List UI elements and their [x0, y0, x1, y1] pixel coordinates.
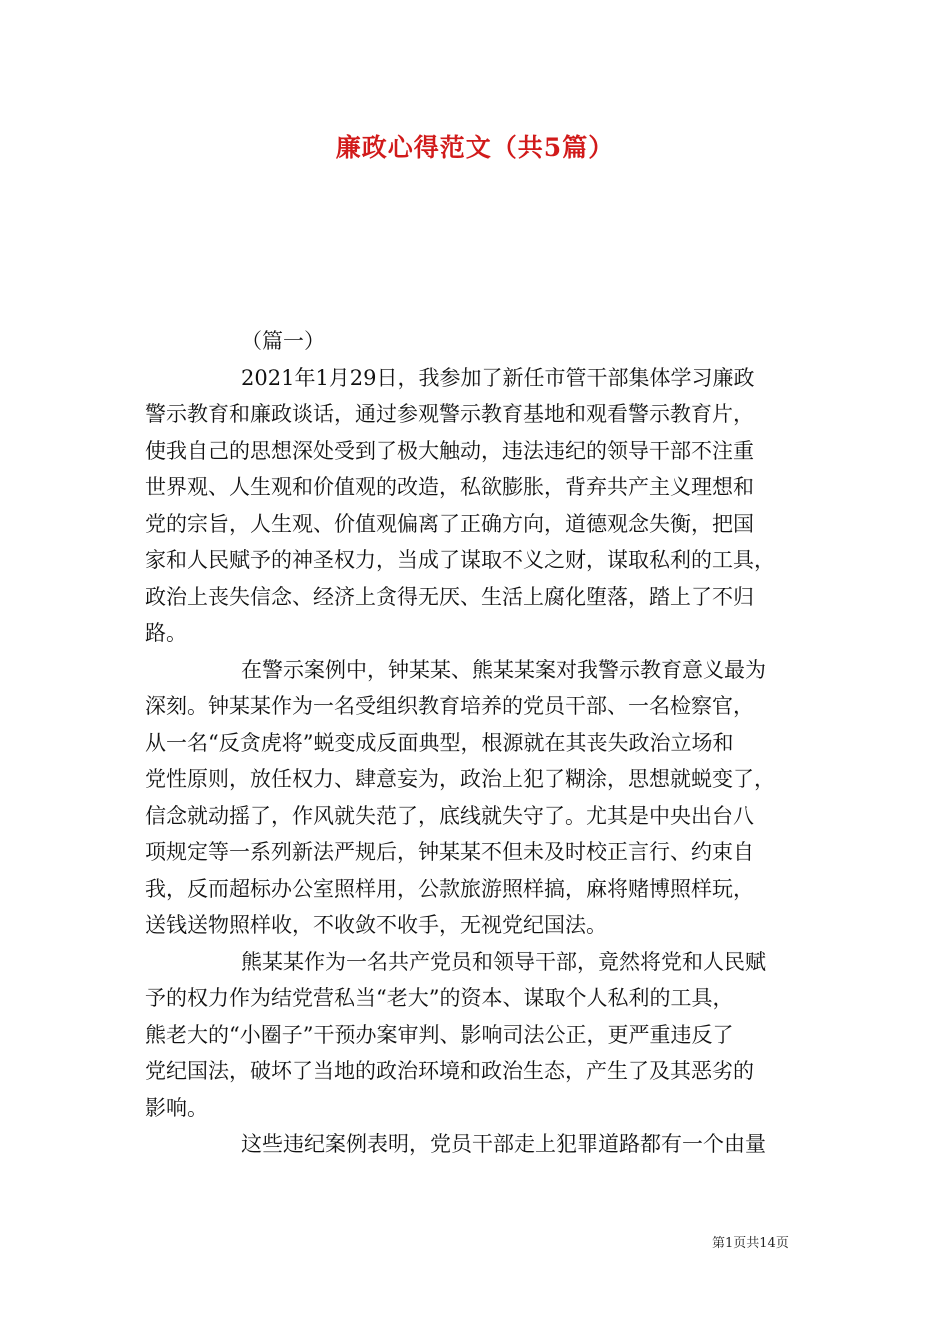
paragraph-line: 熊某某作为一名共产党员和领导干部，竟然将党和人民赋	[241, 949, 766, 974]
paragraph-line: 在警示案例中，钟某某、熊某某案对我警示教育意义最为	[241, 657, 766, 682]
document-title: 廉政心得范文（共5篇）	[335, 133, 615, 162]
page-number-footer: 第1页共14页	[712, 1236, 789, 1251]
paragraph-line: 熊老大的“小圈子”干预办案审判、影响司法公正，更严重违反了	[145, 1022, 734, 1047]
body-paragraph	[145, 1126, 805, 1163]
paragraph-line: 2021年1月29日，我参加了新任市管干部集体学习廉政	[241, 365, 755, 390]
paragraph-line: 深刻。钟某某作为一名受组织教育培养的党员干部、一名检察官，	[145, 694, 754, 718]
paragraph-line: 党纪国法，破坏了当地的政治环境和政治生态，产生了及其恶劣的	[145, 1059, 754, 1083]
body-paragraph	[145, 360, 805, 652]
paragraph-line: 影响。	[145, 1095, 208, 1120]
paragraph-line: 世界观、人生观和价值观的改造，私欲膨胀，背弃共产主义理想和	[145, 475, 754, 499]
paragraph-line: 使我自己的思想深处受到了极大触动，违法违纪的领导干部不注重	[145, 438, 754, 463]
paragraph-line: 从一名“反贪虎将”蜕变成反面典型，根源就在其丧失政治立场和	[145, 730, 734, 755]
paragraph-line: 家和人民赋予的神圣权力，当成了谋取不义之财，谋取私利的工具，	[145, 548, 775, 572]
paragraph-line: 这些违纪案例表明，党员干部走上犯罪道路都有一个由量	[241, 1132, 766, 1156]
paragraph-line: 予的权力作为结党营私当“老大”的资本、谋取个人私利的工具，	[145, 986, 734, 1010]
paragraph-line: 政治上丧失信念、经济上贪得无厌、生活上腐化堕落，踏上了不归	[145, 584, 754, 609]
body-paragraph	[145, 652, 805, 944]
paragraph-line: 信念就动摇了，作风就失范了，底线就失守了。尤其是中央出台八	[145, 803, 754, 828]
paragraph-line: 我，反而超标办公室照样用，公款旅游照样搞，麻将赌博照样玩，	[145, 876, 754, 901]
paragraph-line: 警示教育和廉政谈话，通过参观警示教育基地和观看警示教育片，	[145, 402, 754, 426]
body-paragraph	[145, 944, 805, 1127]
paragraph-line: 党的宗旨，人生观、价值观偏离了正确方向，道德观念失衡，把国	[145, 511, 754, 536]
paragraph-line: 路。	[145, 621, 187, 645]
paragraph-container	[145, 360, 805, 1163]
document-body	[145, 323, 805, 1163]
paragraph-line: 党性原则，放任权力、肆意妄为，政治上犯了糊涂，思想就蜕变了，	[145, 767, 775, 791]
section-label: （篇一）	[241, 329, 325, 353]
paragraph-line: 项规定等一系列新法严规后，钟某某不但未及时校正言行、约束自	[145, 840, 754, 864]
paragraph-line: 送钱送物照样收，不收敛不收手，无视党纪国法。	[145, 913, 607, 937]
